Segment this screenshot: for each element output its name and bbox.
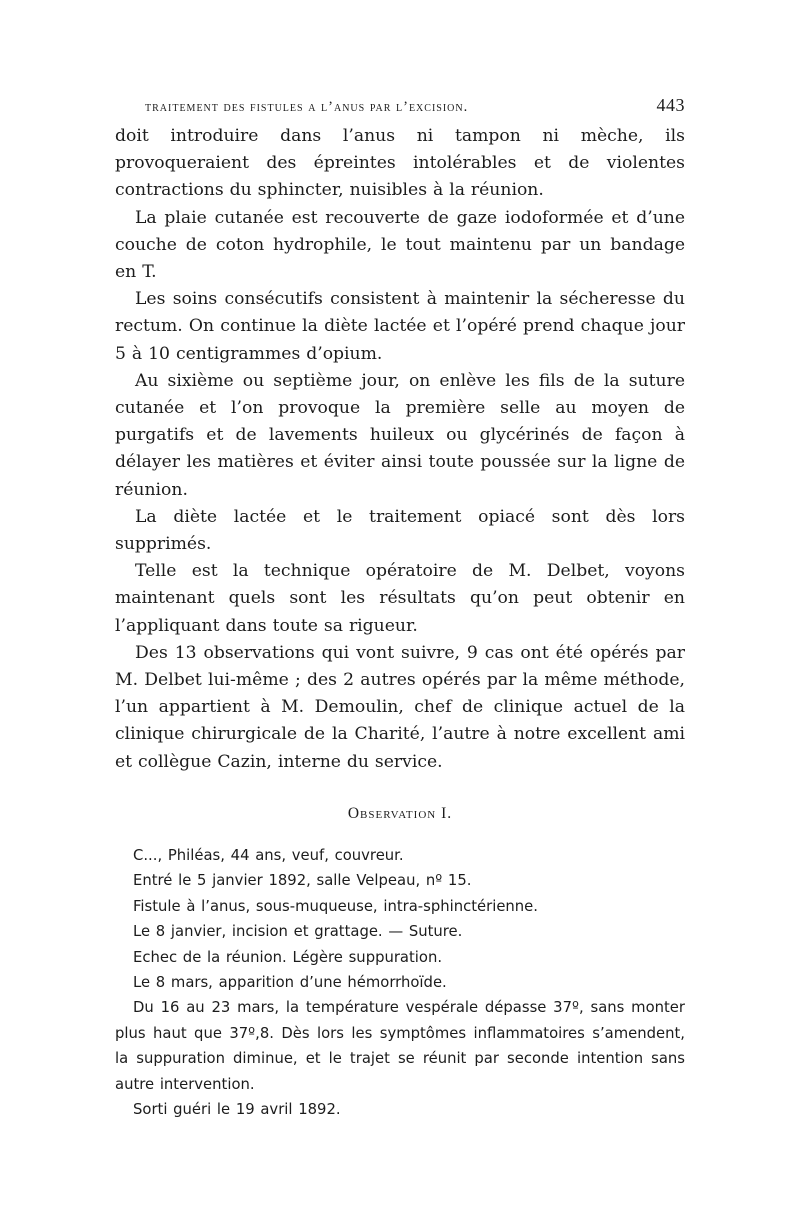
observation-line: Le 8 mars, apparition d’une hémorrhoïde. <box>133 973 447 991</box>
paragraph: La diète lactée et le traitement opiacé sont dès lors supprimés. <box>115 506 685 555</box>
running-title: traitement des fistules a l’anus par l’excision. <box>145 99 469 115</box>
observation-line: Sorti guéri le 19 avril 1892. <box>133 1100 341 1118</box>
observation-line: Entré le 5 janvier 1892, salle Velpeau, nº 15. <box>133 872 472 890</box>
paragraph: La plaie cutanée est recouverte de gaze iodoformée et d’une couche de coton hydrophile, le tout maintenu par un bandage en T. <box>115 207 685 283</box>
page-number: 443 <box>656 95 685 115</box>
body-text <box>115 123 685 776</box>
observation-heading-word: Observation <box>347 804 437 822</box>
running-head <box>145 95 685 116</box>
observation-line: Fistule à l’anus, sous-muqueuse, intra-sphinctérienne. <box>133 897 538 915</box>
paragraph: doit introduire dans l’anus ni tampon ni mèche, ils provoqueraient des épreintes intolérables et de violentes contractions du sphincter, nuisibles à la réunion. <box>115 126 685 201</box>
observation-heading <box>115 805 685 823</box>
observation-line: C..., Philéas, 44 ans, veuf, couvreur. <box>133 846 404 864</box>
paragraph: Telle est la technique opératoire de M. Delbet, voyons maintenant quels sont les résultats qu’on peut obtenir en l’appliquant dans toute sa rigueur. <box>115 561 685 636</box>
paragraph: Des 13 observations qui vont suivre, 9 cas ont été opérés par M. Delbet lui-même ; des 2 autres opérés par la même méthode, l’un appartient à M. Demoulin, chef de clinique actuel de la clinique chirurgicale de la Charité, l’autre à notre excellent ami et collègue Cazin, interne du service. <box>115 642 685 772</box>
observation-line: Du 16 au 23 mars, la température vespérale dépasse 37º, sans monter plus haut que 37º,8. Dès lors les symptômes inflammatoires s’amendent, la suppuration diminue, et le trajet se réunit par seconde intention sans autre intervention. <box>115 999 685 1093</box>
observation-line: Le 8 janvier, incision et grattage. — Suture. <box>133 923 463 941</box>
observation-text <box>115 843 685 1122</box>
paragraph: Les soins consécutifs consistent à maintenir la sécheresse du rectum. On continue la diète lactée et l’opéré prend chaque jour 5 à 10 centigrammes d’opium. <box>115 289 685 364</box>
paragraph: Au sixième ou septième jour, on enlève les fils de la suture cutanée et l’on provoque la première selle au moyen de purgatifs et de lavements huileux ou glycérinés de façon à délayer les matières et éviter ainsi toute poussée sur la ligne de réunion. <box>115 370 685 500</box>
observation-line: Echec de la réunion. Légère suppuration. <box>133 948 443 966</box>
observation-heading-number: I. <box>441 804 453 822</box>
book-page <box>115 95 685 1122</box>
